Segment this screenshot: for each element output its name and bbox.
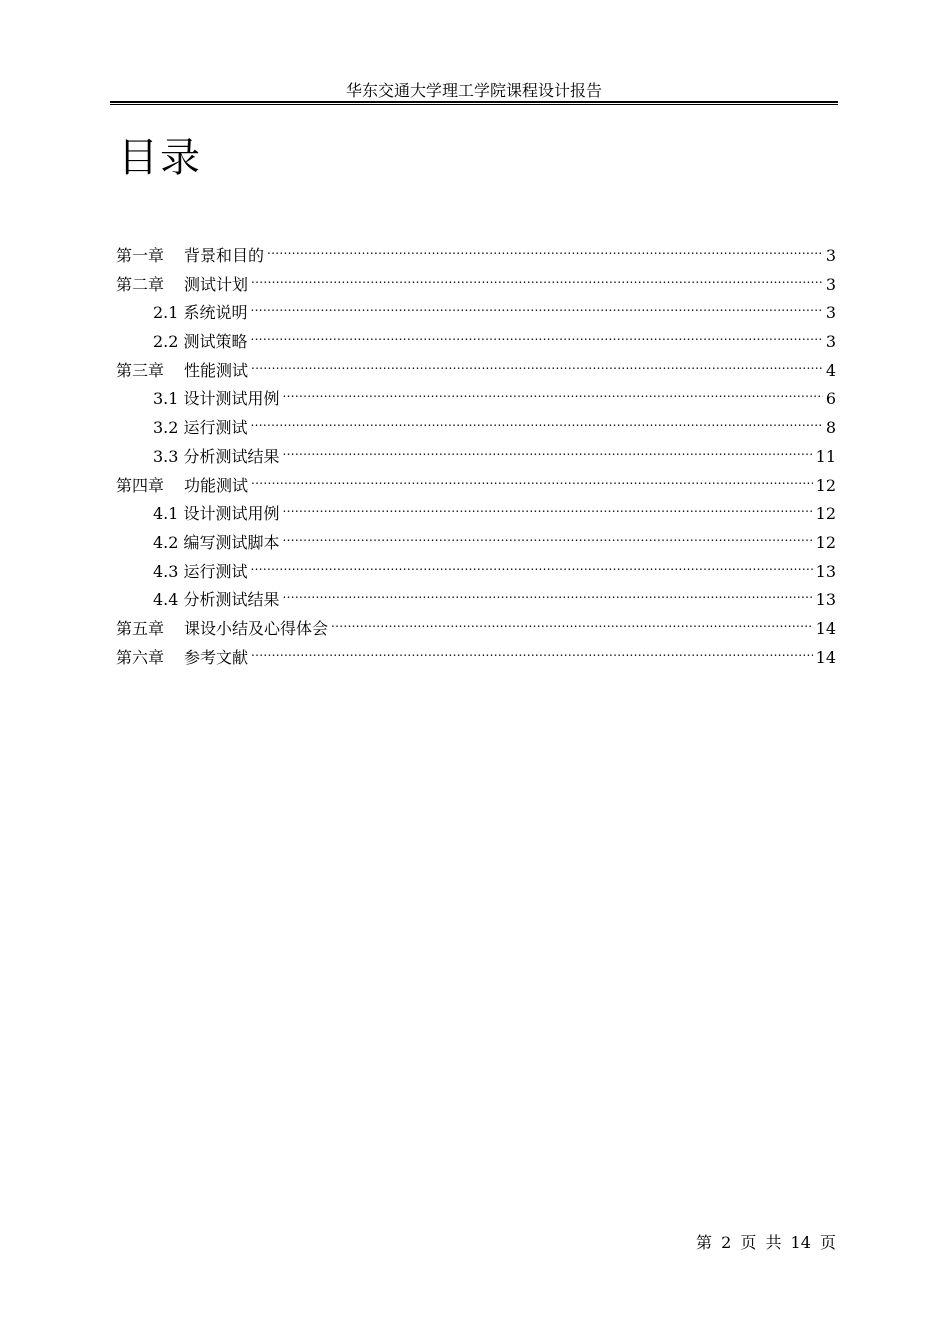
toc-entry-title: 参考文献 (184, 647, 249, 667)
toc-entry-label (116, 615, 328, 643)
toc-dot-leader (251, 302, 823, 318)
toc-page-number: 6 (825, 389, 836, 409)
toc-dot-leader (251, 475, 813, 491)
toc-page-number: 3 (825, 303, 836, 323)
toc-dot-leader (283, 532, 813, 548)
toc-entry-title: 3.2 运行测试 (153, 418, 248, 438)
toc-entry-label (153, 586, 280, 614)
toc-entry-label (153, 558, 248, 586)
toc-dot-leader (251, 561, 813, 577)
toc-entry-label (153, 443, 280, 471)
toc-page-number: 12 (815, 532, 836, 552)
toc-chapter-number: 第三章 (116, 360, 165, 380)
toc-entry-title: 测试计划 (184, 274, 249, 294)
toc-dot-leader (251, 647, 813, 663)
toc-entry-label (116, 242, 264, 270)
toc-section-entry[interactable] (116, 529, 836, 558)
toc-page-number: 12 (815, 504, 836, 524)
toc-entry-title: 4.4 分析测试结果 (153, 590, 280, 610)
toc-dot-leader (283, 589, 813, 605)
toc-entry-label (153, 529, 280, 557)
toc-page-number: 3 (825, 246, 836, 265)
toc-page-number: 14 (815, 618, 836, 638)
toc-section-entry[interactable] (116, 414, 836, 443)
toc-entry-title: 2.1 系统说明 (153, 303, 248, 323)
toc-dot-leader (267, 245, 823, 261)
header-rule-thin (110, 104, 838, 105)
page-header-title: 华东交通大学理工学院课程设计报告 (345, 81, 602, 100)
toc-page-number: 4 (825, 360, 836, 380)
toc-chapter-number: 第五章 (116, 618, 165, 638)
toc-entry-title: 3.1 设计测试用例 (153, 389, 280, 409)
toc-dot-leader (251, 360, 823, 376)
toc-chapter-number: 第二章 (116, 274, 165, 294)
toc-section-entry[interactable] (116, 558, 836, 587)
toc-heading: 目录 (118, 135, 202, 181)
toc-page-number: 13 (815, 561, 836, 581)
toc-dot-leader (283, 446, 813, 462)
toc-chapter-number: 第六章 (116, 647, 165, 667)
toc-chapter-entry[interactable] (116, 242, 836, 271)
toc-chapter-entry[interactable] (116, 271, 836, 300)
toc-page-number: 12 (815, 475, 836, 495)
toc-entry-label (153, 328, 248, 356)
toc-chapter-number: 第一章 (116, 246, 165, 265)
toc-page-number: 13 (815, 590, 836, 610)
toc-entry-title: 功能测试 (184, 475, 249, 495)
toc-dot-leader (251, 417, 823, 433)
table-of-contents (116, 242, 836, 672)
toc-page-number: 14 (815, 647, 836, 667)
toc-dot-leader (251, 331, 823, 347)
toc-page-number: 3 (825, 332, 836, 352)
toc-chapter-entry[interactable] (116, 357, 836, 386)
toc-entry-title: 性能测试 (184, 360, 249, 380)
toc-dot-leader (331, 618, 813, 634)
toc-page-number: 3 (825, 274, 836, 294)
toc-entry-label (116, 472, 248, 500)
toc-dot-leader (251, 274, 823, 290)
page-footer: 第 2 页 共 14 页 (696, 1233, 836, 1252)
toc-section-entry[interactable] (116, 443, 836, 472)
toc-chapter-entry[interactable] (116, 615, 836, 644)
toc-chapter-entry[interactable] (116, 472, 836, 501)
toc-dot-leader (283, 388, 823, 404)
toc-section-entry[interactable] (116, 385, 836, 414)
toc-entry-label (153, 414, 248, 442)
header-rule (110, 101, 838, 103)
toc-chapter-number: 第四章 (116, 475, 165, 495)
toc-entry-label (153, 500, 280, 528)
toc-chapter-entry[interactable] (116, 644, 836, 673)
toc-entry-label (153, 385, 280, 413)
toc-section-entry[interactable] (116, 299, 836, 328)
toc-entry-title: 课设小结及心得体会 (184, 618, 329, 638)
toc-entry-title: 背景和目的 (184, 246, 265, 265)
toc-entry-label (116, 271, 248, 299)
toc-entry-label (153, 299, 248, 327)
toc-entry-label (116, 357, 248, 385)
toc-entry-title: 3.3 分析测试结果 (153, 446, 280, 466)
toc-page-number: 8 (825, 418, 836, 438)
toc-section-entry[interactable] (116, 586, 836, 615)
toc-page-number: 11 (815, 446, 836, 466)
toc-entry-label (116, 644, 248, 672)
toc-entry-title: 4.1 设计测试用例 (153, 504, 280, 524)
toc-entry-title: 4.2 编写测试脚本 (153, 532, 280, 552)
toc-entry-title: 2.2 测试策略 (153, 332, 248, 352)
toc-entry-title: 4.3 运行测试 (153, 561, 248, 581)
toc-dot-leader (283, 503, 813, 519)
toc-section-entry[interactable] (116, 500, 836, 529)
toc-section-entry[interactable] (116, 328, 836, 357)
